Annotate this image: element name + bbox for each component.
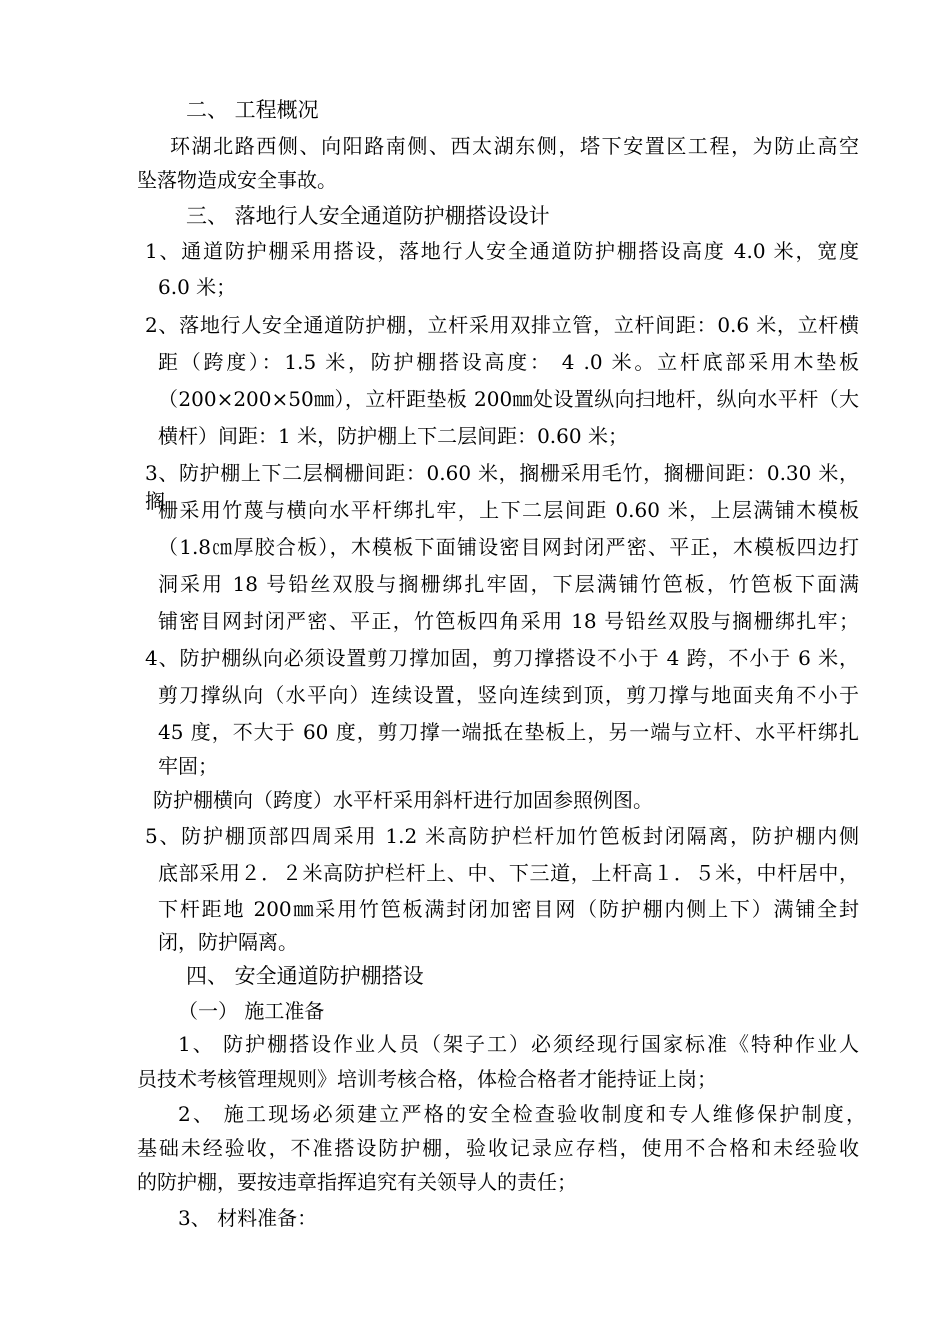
item-5-line: 底部采用２．２米高防护栏杆上、中、下三道，上杆高１．５米，中杆居中，: [158, 861, 859, 885]
paragraph-3-line: 3、 材料准备：: [178, 1206, 318, 1230]
section-3-heading: 三、 落地行人安全通道防护棚搭设设计: [186, 204, 550, 228]
item-3-line: 3、防护棚上下二层棡栅间距：0.60 米，搁栅采用毛竹，搁栅间距：0.30 米，搁: [145, 461, 859, 513]
item-2-line: 横杆）间距：1 米，防护棚上下二层间距：0.60 米；: [158, 424, 628, 448]
paragraph-1-line: 1、 防护棚搭设作业人员（架子工）必须经现行国家标准《特种作业人: [178, 1032, 859, 1056]
item-4-line: 剪刀撑纵向（水平向）连续设置，竖向连续到顶，剪刀撑与地面夹角不小于: [158, 683, 859, 707]
item-1-line: 1、通道防护棚采用搭设，落地行人安全通道防护棚搭设高度 4.0 米，宽度: [145, 239, 859, 263]
section-2-paragraph-line: 坠落物造成安全事故。: [137, 168, 337, 192]
item-3-line: 洞采用 18 号铅丝双股与搁栅绑扎牢固，下层满铺竹笆板，竹笆板下面满: [158, 572, 859, 596]
item-3-line: 栅采用竹蔑与横向水平杆绑扎牢，上下二层间距 0.60 米，上层满铺木模板: [158, 498, 859, 522]
item-1-line: 6.0 米；: [158, 275, 237, 299]
item-5-line: 闭，防护隔离。: [158, 930, 298, 954]
item-4-line: 牢固；: [158, 754, 218, 778]
item-2-line: （200×200×50㎜），立杆距垫板 200㎜处设置纵向扫地杆，纵向水平杆（大: [158, 387, 859, 411]
item-4-line: 4、防护棚纵向必须设置剪刀撑加固，剪刀撑搭设不小于 4 跨，不小于 6 米，: [145, 646, 859, 670]
item-5-line: 5、防护棚顶部四周采用 1.2 米高防护栏杆加竹笆板封闭隔离，防护棚内侧: [145, 824, 859, 848]
section-2-paragraph-line: 环湖北路西侧、向阳路南侧、西太湖东侧，塔下安置区工程，为防止高空: [170, 134, 859, 158]
item-5-line: 下杆距地 200㎜采用竹笆板满封闭加密目网（防护棚内侧上下）满铺全封: [158, 897, 859, 921]
section-2-heading: 二、 工程概况: [186, 98, 319, 122]
section-4-heading: 四、 安全通道防护棚搭设: [186, 964, 424, 988]
item-3-line: 铺密目网封闭严密、平正，竹笆板四角采用 18 号铅丝双股与搁栅绑扎牢；: [158, 609, 859, 633]
item-2-line: 距（跨度）：1.5 米，防护棚搭设高度： 4 .0 米。立杆底部采用木垫板: [158, 350, 859, 374]
paragraph-1-line: 员技术考核管理规则》培训考核合格，体检合格者才能持证上岗；: [137, 1067, 717, 1091]
subsection-heading: （一） 施工准备: [178, 999, 325, 1023]
paragraph-2-line: 2、 施工现场必须建立严格的安全检查验收制度和专人维修保护制度，: [178, 1102, 866, 1126]
paragraph-2-line: 的防护棚，要按违章指挥追究有关领导人的责任；: [137, 1170, 577, 1194]
item-4-line: 45 度，不大于 60 度，剪刀撑一端抵在垫板上，另一端与立杆、水平杆绑扎: [158, 720, 859, 744]
note-line: 防护棚横向（跨度）水平杆采用斜杆进行加固参照例图。: [153, 788, 653, 812]
item-2-line: 2、落地行人安全通道防护棚，立杆采用双排立管，立杆间距：0.6 米，立杆横: [145, 313, 859, 337]
item-3-line: （1.8㎝厚胶合板），木模板下面铺设密目网封闭严密、平正，木模板四边打: [158, 535, 859, 559]
paragraph-2-line: 基础未经验收，不准搭设防护棚，验收记录应存档，使用不合格和未经验收: [137, 1136, 859, 1160]
